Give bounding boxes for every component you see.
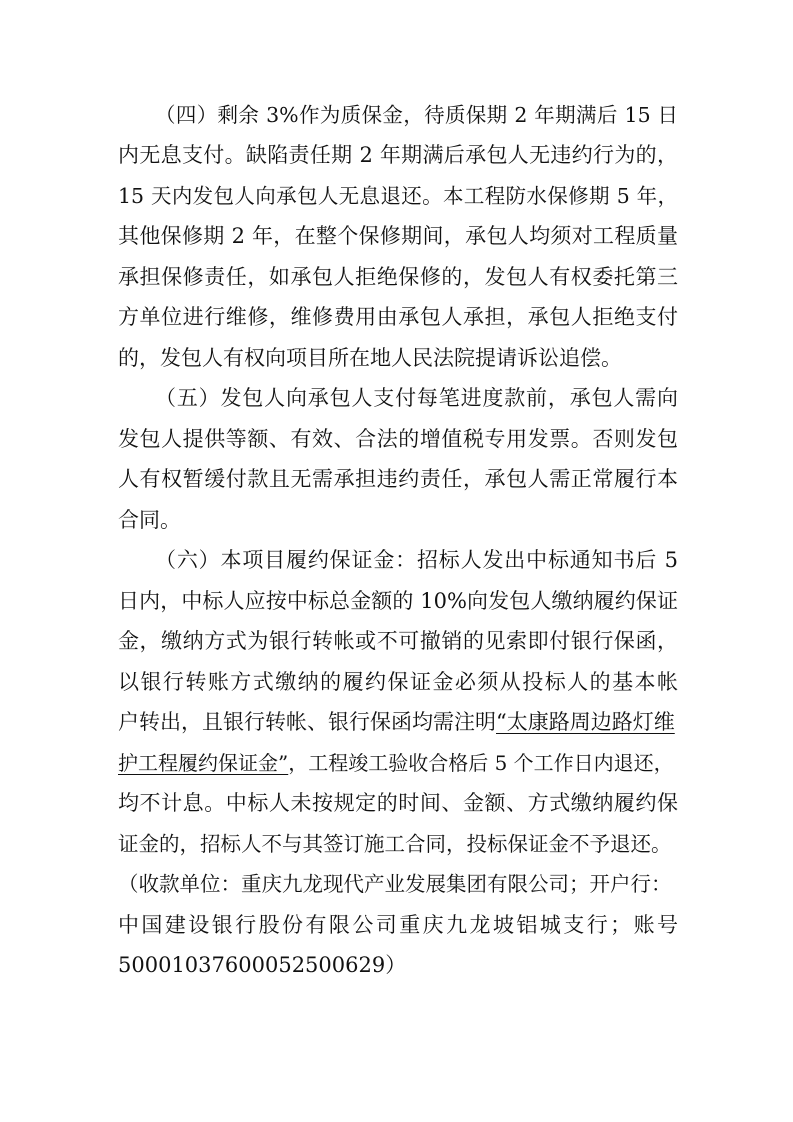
text-line [118,705,678,739]
text-segment: 户转出，且银行转帐、银行保函均需注明 [118,710,496,734]
text-line: 内无息支付。缺陷责任期 2 年期满后承包人无违约行为的， [118,143,678,167]
text-line: 15 天内发包人向承包人无息退还。本工程防水保修期 5 年， [118,184,678,208]
text-line: 承担保修责任，如承包人拒绝保修的，发包人有权委托第三 [118,265,678,289]
text-line: 证金的，招标人不与其签订施工合同，投标保证金不予退还。 [118,832,672,856]
text-line: 的，发包人有权向项目所在地人民法院提请诉讼追偿。 [118,346,622,370]
text-line: 以银行转账方式缴纳的履约保证金必须从投标人的基本帐 [118,670,678,694]
text-line: 发包人提供等额、有效、合法的增值税专用发票。否则发包 [118,427,678,451]
text-line: 金，缴纳方式为银行转帐或不可撤销的见索即付银行保函， [118,629,678,653]
text-line: 人有权暂缓付款且无需承担违约责任，承包人需正常履行本 [118,467,678,491]
text-line: （五）发包人向承包人支付每笔进度款前，承包人需向 [155,386,678,410]
text-line [118,746,678,780]
text-line: 日内，中标人应按中标总金额的 10%向发包人缴纳履约保证 [118,589,678,613]
text-line: （四）剩余 3%作为质保金，待质保期 2 年期满后 15 日 [155,103,678,127]
text-line: 合同。 [118,508,181,532]
text-segment: ，工程竣工验收合格后 5 个工作日内退还， [288,751,674,775]
text-line: 50001037600052500629） [118,953,407,977]
text-line: 均不计息。中标人未按规定的时间、金额、方式缴纳履约保 [118,791,678,815]
text-line: （收款单位：重庆九龙现代产业发展集团有限公司；开户行： [118,872,672,896]
text-line: 其他保修期 2 年，在整个保修期间，承包人均须对工程质量 [118,224,678,248]
project-name-underlined: 护工程履约保证金” [118,751,289,775]
project-name-underlined: “太康路周边路灯维 [496,710,675,734]
text-line: （六）本项目履约保证金：招标人发出中标通知书后 5 [155,548,678,572]
text-line: 中国建设银行股份有限公司重庆九龙坡铝城支行；账号 [118,913,678,937]
text-line: 方单位进行维修，维修费用由承包人承担，承包人拒绝支付 [118,305,678,329]
